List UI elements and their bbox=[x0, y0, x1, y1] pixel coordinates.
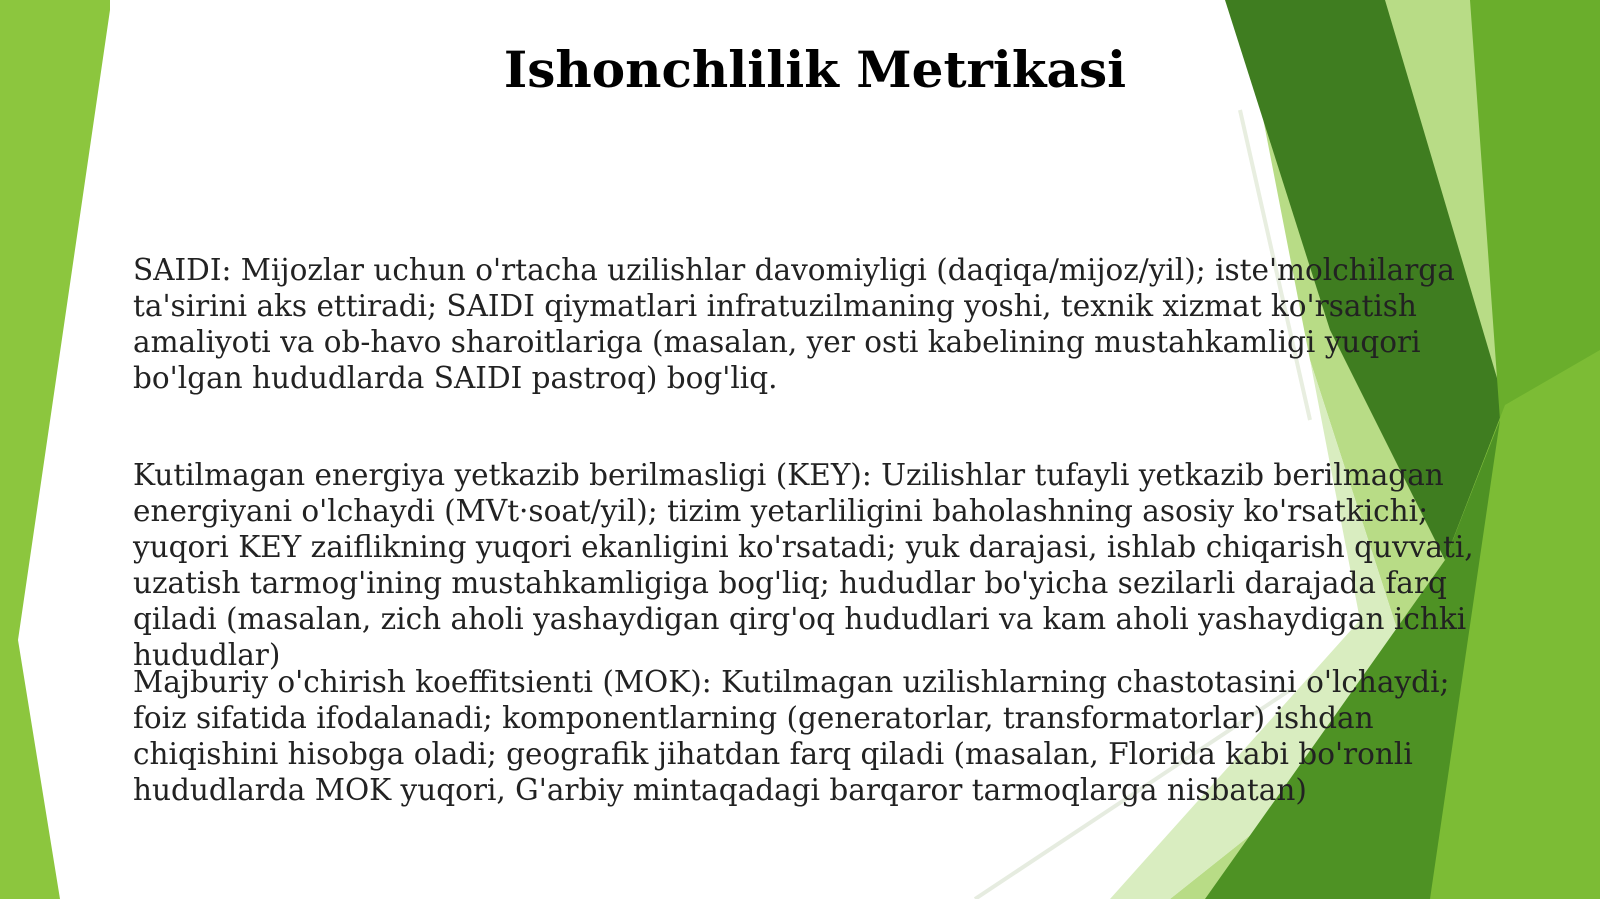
paragraph-mok: Majburiy o'chirish koeffitsienti (MOK): Kutilmagan uzilishlarning chastotasini o'lchaydi; foiz sifatida ifodalanadi; komponentlarning (generatorlar, transformatorlar) ishdan chiqishini hisobga oladi; geografik jihatdan farq qiladi (masalan, Florida kabi bo'ronli hududlarda MOK yuqori, G'arbiy mintaqadagi barqaror tarmoqlarga nisbatan) bbox=[133, 665, 1450, 807]
paragraph-key: Kutilmagan energiya yetkazib berilmasligi (KEY): Uzilishlar tufayli yetkazib berilmagan energiyani o'lchaydi (MVt·soat/yil); tizim yetarliligini baholashning asosiy ko'rsatkichi; yuqori KEY zaiflikning yuqori ekanligini ko'rsatadi; yuk darajasi, ishlab chiqarish quvvati, uzatish tarmog'ining mustahkamligiga bog'liq; hududlar bo'yicha sezilarli darajada farq qiladi (masalan, zich aholi yashaydigan qirg'oq hududlari va kam aholi yashaydigan ichki hududlar) bbox=[133, 458, 1474, 672]
left-green-band bbox=[0, 0, 110, 899]
slide-title: Ishonchlilik Metrikasi bbox=[503, 40, 1127, 99]
paragraph-saidi: SAIDI: Mijozlar uchun o'rtacha uzilishlar davomiyligi (daqiqa/mijoz/yil); iste'molchilarga ta'sirini aks ettiradi; SAIDI qiymatlari infratuzilmaning yoshi, texnik xizmat ko'rsatish amaliyoti va ob-havo sharoitlariga (masalan, yer osti kabelining mustahkamligi yuqori bo'lgan hududlarda SAIDI pastroq) bog'liq. bbox=[133, 253, 1455, 395]
